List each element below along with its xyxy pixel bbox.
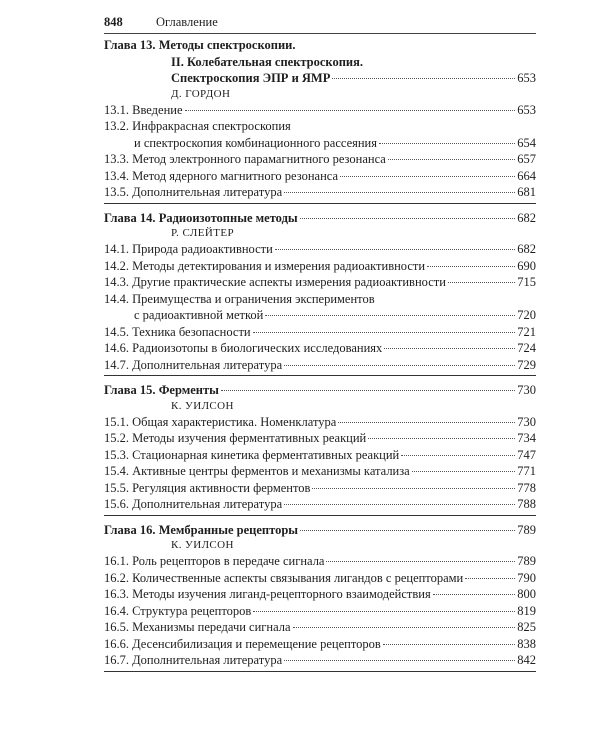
section-number: 16.5. bbox=[104, 620, 129, 634]
section-page-number: 788 bbox=[517, 497, 536, 511]
toc-entry[interactable] bbox=[104, 619, 536, 636]
toc-entry[interactable] bbox=[104, 463, 536, 480]
section-title: с радиоактивной меткой bbox=[134, 308, 264, 322]
chapter-page-number: 789 bbox=[517, 522, 536, 537]
chapter-author: К. УИЛСОН bbox=[171, 399, 234, 412]
section-page-number: 653 bbox=[517, 102, 536, 117]
section-page-number: 771 bbox=[517, 464, 536, 478]
section-number: 16.7. bbox=[104, 653, 129, 667]
dot-leader bbox=[338, 422, 515, 423]
section-title: Преимущества и ограничения экспериментов bbox=[132, 291, 375, 306]
running-section-title: Оглавление bbox=[156, 15, 218, 29]
section-number: 15.3. bbox=[104, 447, 129, 462]
section-number: 13.3. bbox=[104, 152, 129, 166]
dot-leader bbox=[433, 594, 516, 595]
chapter-block bbox=[104, 522, 536, 672]
section-title: Регуляция активности ферментов bbox=[132, 480, 311, 495]
toc-entry[interactable] bbox=[104, 258, 536, 275]
section-page-number: 790 bbox=[517, 570, 536, 585]
toc-entry[interactable] bbox=[104, 307, 536, 324]
section-page-number: 838 bbox=[517, 636, 536, 651]
section-title: Активные центры ферментов и механизмы катализа bbox=[132, 464, 410, 478]
section-title: Дополнительная литература bbox=[132, 497, 283, 511]
chapter-title-line: Спектроскопия ЭПР и ЯМР bbox=[171, 71, 331, 85]
section-number: 14.6. bbox=[104, 341, 129, 355]
section-page-number: 800 bbox=[517, 587, 536, 601]
dot-leader bbox=[465, 578, 515, 579]
chapter-title-line: Ферменты bbox=[158, 383, 219, 397]
section-number: 14.1. bbox=[104, 242, 129, 256]
section-page-number: 715 bbox=[517, 275, 536, 289]
chapter-title-line: Мембранные рецепторы bbox=[158, 522, 299, 537]
section-title: Дополнительная литература bbox=[132, 653, 283, 667]
section-title: Техника безопасности bbox=[132, 324, 251, 339]
chapter-heading-row[interactable] bbox=[104, 70, 536, 87]
toc-entry[interactable] bbox=[104, 430, 536, 447]
section-title: Методы изучения ферментативных реакций bbox=[132, 431, 367, 445]
section-title: Роль рецепторов в передаче сигнала bbox=[132, 554, 325, 568]
toc-entry[interactable] bbox=[104, 274, 536, 291]
section-page-number: 734 bbox=[517, 431, 536, 445]
toc-entry[interactable] bbox=[104, 357, 536, 374]
dot-leader bbox=[312, 488, 515, 489]
section-number: 15.5. bbox=[104, 480, 129, 495]
dot-leader bbox=[427, 266, 515, 267]
section-page-number: 842 bbox=[517, 653, 536, 667]
section-page-number: 690 bbox=[517, 258, 536, 273]
toc-entry[interactable] bbox=[104, 480, 536, 497]
section-title: Дополнительная литература bbox=[132, 185, 283, 199]
dot-leader bbox=[300, 530, 515, 531]
section-number: 16.6. bbox=[104, 636, 129, 651]
toc-entry[interactable] bbox=[104, 151, 536, 168]
dot-leader bbox=[368, 438, 515, 439]
section-title: Количественные аспекты связывания лигандов с рецепторами bbox=[132, 570, 464, 585]
section-title: Метод электронного парамагнитного резонанса bbox=[132, 152, 386, 166]
section-title: Методы изучения лиганд-рецепторного взаимодействия bbox=[132, 587, 431, 601]
section-number: 16.3. bbox=[104, 587, 129, 601]
dot-leader bbox=[383, 644, 515, 645]
section-number: 16.2. bbox=[104, 570, 129, 585]
chapter-author: Р. СЛЕЙТЕР bbox=[171, 227, 234, 239]
toc-entry[interactable] bbox=[104, 340, 536, 357]
page-number: 848 bbox=[104, 15, 123, 29]
section-title: Дополнительная литература bbox=[132, 357, 283, 372]
dot-leader bbox=[401, 455, 515, 456]
section-number: 13.5. bbox=[104, 185, 129, 199]
section-title: Стационарная кинетика ферментативных реакций bbox=[132, 447, 400, 462]
section-title: Метод ядерного магнитного резонанса bbox=[132, 168, 339, 183]
section-title: Инфракрасная спектроскопия bbox=[132, 119, 291, 133]
dot-leader bbox=[388, 159, 515, 160]
dot-leader bbox=[253, 611, 515, 612]
dot-leader bbox=[326, 561, 515, 562]
chapter-heading-row[interactable] bbox=[104, 210, 536, 227]
chapter-label: Глава 13. bbox=[104, 38, 156, 52]
chapter-author: К. УИЛСОН bbox=[171, 539, 234, 551]
section-title: Структура рецепторов bbox=[132, 603, 252, 618]
chapter-block bbox=[104, 210, 536, 377]
dot-leader bbox=[265, 315, 515, 316]
section-page-number: 789 bbox=[517, 554, 536, 568]
section-number: 16.4. bbox=[104, 603, 129, 618]
section-number: 15.4. bbox=[104, 464, 129, 478]
section-title: Другие практические аспекты измерения радиоактивности bbox=[132, 275, 446, 289]
chapter-heading-row[interactable] bbox=[104, 522, 536, 539]
section-number: 14.7. bbox=[104, 357, 129, 372]
chapter-page-number: 730 bbox=[517, 383, 536, 397]
chapter-label: Глава 15. bbox=[104, 383, 156, 397]
section-title: Методы детектирования и измерения радиоактивности bbox=[132, 258, 426, 273]
dot-leader bbox=[293, 627, 516, 628]
section-title: Радиоизотопы в биологических исследованиях bbox=[132, 341, 383, 355]
chapter-block bbox=[104, 37, 536, 204]
section-number: 13.4. bbox=[104, 168, 129, 183]
toc-entry[interactable] bbox=[104, 168, 536, 185]
section-page-number: 682 bbox=[517, 242, 536, 256]
dot-leader bbox=[448, 282, 515, 283]
toc-entry[interactable] bbox=[104, 553, 536, 570]
chapter-block bbox=[104, 382, 536, 516]
toc-entry[interactable] bbox=[104, 184, 536, 201]
section-number: 16.1. bbox=[104, 554, 129, 568]
dot-leader bbox=[284, 660, 515, 661]
section-page-number: 778 bbox=[517, 480, 536, 495]
section-number: 15.2. bbox=[104, 431, 129, 445]
chapter-page-number: 653 bbox=[517, 71, 536, 85]
section-number: 14.4. bbox=[104, 291, 129, 306]
dot-leader bbox=[379, 143, 515, 144]
dot-leader bbox=[384, 348, 515, 349]
toc-entry[interactable] bbox=[104, 241, 536, 258]
chapter-label: Глава 16. bbox=[104, 522, 156, 537]
dot-leader bbox=[253, 332, 516, 333]
section-page-number: 681 bbox=[517, 185, 536, 199]
toc-entry[interactable] bbox=[104, 447, 536, 464]
chapter-heading-line bbox=[104, 54, 536, 71]
section-title: Введение bbox=[132, 102, 183, 117]
section-title: Общая характеристика. Номенклатура bbox=[132, 414, 337, 429]
toc-entry-line bbox=[104, 291, 536, 308]
toc-entry-line bbox=[104, 118, 536, 135]
dot-leader bbox=[284, 365, 515, 366]
section-page-number: 747 bbox=[517, 447, 536, 462]
chapter-heading-line bbox=[104, 37, 536, 54]
toc-entry[interactable] bbox=[104, 570, 536, 587]
dot-leader bbox=[284, 192, 515, 193]
toc-entry[interactable] bbox=[104, 102, 536, 119]
dot-leader bbox=[185, 110, 516, 111]
dot-leader bbox=[284, 504, 515, 505]
toc-entry[interactable] bbox=[104, 586, 536, 603]
section-page-number: 724 bbox=[517, 341, 536, 355]
section-page-number: 721 bbox=[517, 324, 536, 339]
section-title: Природа радиоактивности bbox=[132, 242, 273, 256]
section-number: 13.2. bbox=[104, 119, 129, 133]
section-number: 15.6. bbox=[104, 497, 129, 511]
section-number: 14.5. bbox=[104, 324, 129, 339]
chapter-heading-row[interactable] bbox=[104, 382, 536, 399]
section-title: Механизмы передачи сигнала bbox=[132, 620, 291, 634]
chapter-label: Глава 14. bbox=[104, 210, 156, 225]
section-page-number: 654 bbox=[517, 135, 536, 150]
section-page-number: 720 bbox=[517, 308, 536, 322]
chapter-title-line: II. Колебательная спектроскопия. bbox=[171, 54, 364, 69]
toc-entry[interactable] bbox=[104, 135, 536, 152]
section-page-number: 825 bbox=[517, 620, 536, 634]
dot-leader bbox=[300, 218, 516, 219]
running-header bbox=[104, 13, 536, 34]
toc-entry[interactable] bbox=[104, 636, 536, 653]
section-number: 14.3. bbox=[104, 275, 129, 289]
toc-entry[interactable] bbox=[104, 324, 536, 341]
chapter-title-line: Радиоизотопные методы bbox=[158, 210, 298, 225]
section-number: 14.2. bbox=[104, 258, 129, 273]
toc-entry[interactable] bbox=[104, 414, 536, 431]
toc-entry[interactable] bbox=[104, 603, 536, 620]
section-title: и спектроскопия комбинационного рассеяния bbox=[134, 135, 377, 150]
dot-leader bbox=[221, 390, 515, 391]
toc-entry[interactable] bbox=[104, 496, 536, 513]
table-of-contents bbox=[104, 37, 536, 672]
section-page-number: 819 bbox=[517, 603, 536, 618]
section-page-number: 729 bbox=[517, 357, 536, 372]
section-page-number: 664 bbox=[517, 168, 536, 183]
dot-leader bbox=[275, 249, 515, 250]
section-number: 15.1. bbox=[104, 414, 129, 429]
dot-leader bbox=[340, 176, 515, 177]
dot-leader bbox=[332, 78, 515, 79]
section-page-number: 730 bbox=[517, 414, 536, 429]
section-page-number: 657 bbox=[517, 152, 536, 166]
chapter-page-number: 682 bbox=[517, 210, 536, 225]
dot-leader bbox=[412, 471, 516, 472]
chapter-title-line: Методы спектроскопии. bbox=[158, 38, 296, 52]
chapter-author: Д. ГОРДОН bbox=[171, 87, 231, 100]
section-number: 13.1. bbox=[104, 102, 129, 117]
section-title: Десенсибилизация и перемещение рецепторов bbox=[132, 636, 381, 651]
toc-entry[interactable] bbox=[104, 652, 536, 669]
